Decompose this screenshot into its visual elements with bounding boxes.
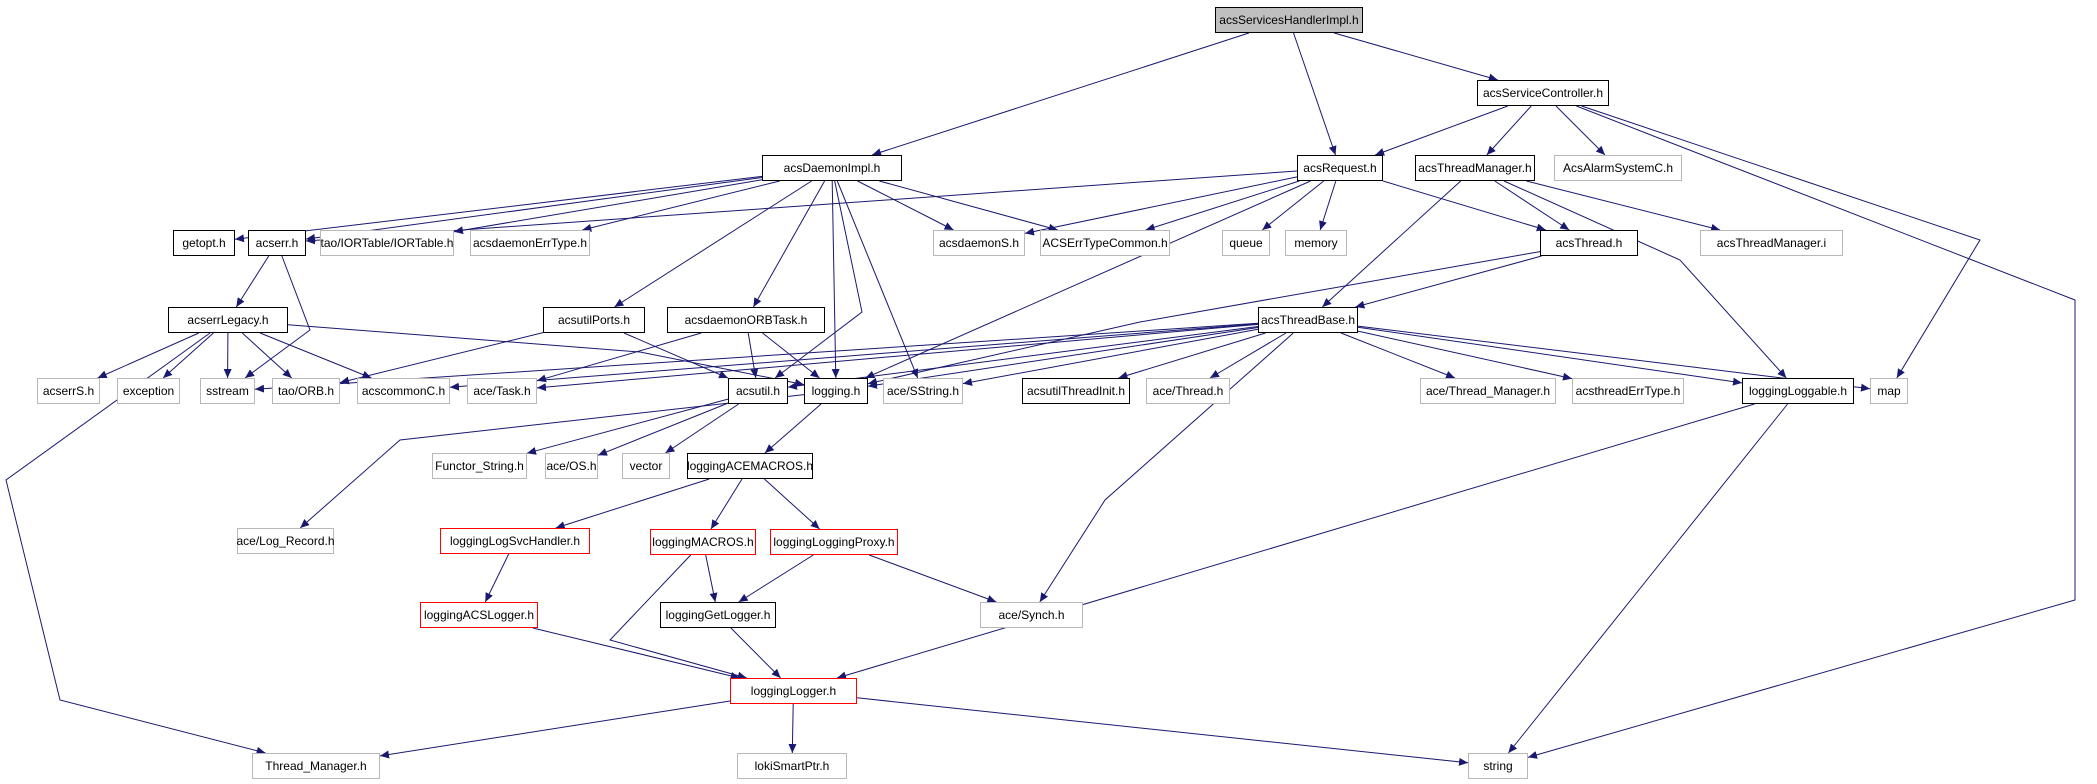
include-edge-loggingLoggingProxy-to-aceSynch — [869, 555, 996, 602]
node-label: Functor_String.h — [435, 459, 524, 473]
graph-node-acscommonC — [357, 378, 450, 404]
node-label: lokiSmartPtr.h — [754, 759, 830, 773]
node-label: loggingACEMACROS.h — [686, 459, 814, 473]
graph-node-acsutil[interactable] — [728, 378, 788, 404]
graph-node-vector — [622, 453, 670, 479]
graph-node-aceSString — [883, 378, 963, 404]
include-edge-acsDaemonImpl-to-logging — [832, 181, 836, 378]
include-edge-loggingLogger-to-ThreadManager_bottom — [380, 701, 730, 756]
graph-node-aceTask — [467, 378, 537, 404]
graph-node-acserr[interactable] — [248, 230, 306, 256]
graph-node-loggingLoggable[interactable] — [1742, 378, 1854, 404]
graph-node-ThreadManager_bottom — [252, 753, 380, 779]
node-label: AcsAlarmSystemC.h — [1562, 161, 1674, 175]
node-label: tao/ORB.h — [277, 384, 335, 398]
node-label: getopt.h — [182, 236, 226, 250]
include-edge-acsServiceController-to-string — [1528, 106, 2075, 757]
node-label: acsThreadManager.i — [1716, 236, 1827, 250]
node-label: loggingLogSvcHandler.h — [449, 534, 581, 548]
node-label: ace/Task.h — [473, 384, 531, 398]
node-label: loggingMACROS.h — [652, 535, 754, 549]
include-edge-acsdaemonORBTask-to-acsutil — [748, 333, 756, 378]
include-edge-acserrLegacy-to-acserrS — [98, 333, 199, 378]
node-label: acsDaemonImpl.h — [783, 161, 881, 175]
include-edge-acsThread_h-to-acsThreadBase — [1355, 256, 1541, 307]
node-label: loggingLoggingProxy.h — [773, 535, 895, 549]
include-edge-acsServiceController-to-acsRequest — [1375, 106, 1508, 155]
graph-node-AcsAlarmSystemC — [1554, 155, 1682, 181]
graph-node-loggingACEMACROS[interactable] — [687, 453, 813, 479]
node-label: ACSErrTypeCommon.h — [1042, 236, 1168, 250]
graph-node-acsthreadErrType — [1572, 378, 1684, 404]
include-edge-loggingLogger-to-lokiSmartPtr — [792, 704, 793, 753]
graph-node-acsServicesHandlerImpl[interactable] — [1215, 7, 1363, 33]
include-edge-acsutilPorts-to-acsutil — [624, 333, 728, 378]
include-edge-logging-to-loggingACEMACROS — [765, 404, 821, 453]
graph-node-exception — [117, 378, 180, 404]
node-label: string — [1483, 759, 1513, 773]
graph-node-loggingGetLogger[interactable] — [660, 602, 776, 628]
node-label: acsdaemonORBTask.h — [684, 313, 808, 327]
graph-node-acsThread_h[interactable] — [1540, 230, 1638, 256]
graph-node-acsThreadManager_h[interactable] — [1415, 155, 1535, 181]
graph-node-acsdaemonORBTask[interactable] — [667, 307, 825, 333]
include-edge-acsutil-to-vector — [665, 404, 738, 453]
include-edge-acsThreadBase-to-acsthreadErrType — [1358, 331, 1572, 379]
graph-node-string — [1468, 753, 1528, 779]
include-edge-loggingACSLogger-to-loggingLogger — [533, 628, 740, 678]
include-edge-acsServicesHandlerImpl-to-acsDaemonImpl — [872, 33, 1249, 155]
include-edge-loggingMACROS-to-loggingGetLogger — [706, 555, 716, 602]
node-label: acscommonC.h — [361, 384, 446, 398]
node-label: sstream — [206, 384, 249, 398]
node-label: ace/OS.h — [546, 459, 597, 473]
include-edge-loggingLogger-to-string — [857, 698, 1468, 763]
include-edge-loggingACEMACROS-to-loggingMACROS — [711, 479, 742, 529]
graph-node-aceThread — [1146, 378, 1230, 404]
graph-node-acsRequest[interactable] — [1297, 155, 1383, 181]
node-label: acsdaemonErrType.h — [472, 236, 588, 250]
include-edge-acsutilPorts-to-taoORB — [340, 333, 543, 383]
include-edge-acsRequest-to-ACSErrTypeCommon — [1146, 181, 1300, 230]
graph-node-iortable — [320, 230, 454, 256]
node-label: logging.h — [811, 384, 861, 398]
graph-node-logging[interactable] — [804, 378, 868, 404]
node-label: loggingLoggable.h — [1748, 384, 1848, 398]
graph-node-acsServiceController[interactable] — [1477, 80, 1609, 106]
node-label: acserrLegacy.h — [187, 313, 269, 327]
graph-node-loggingLogger[interactable] — [730, 678, 857, 704]
include-edge-loggingLogSvcHandler-to-loggingACSLogger — [485, 554, 508, 602]
include-edge-acsServiceController-to-AcsAlarmSystemC — [1556, 106, 1605, 155]
node-label: vector — [629, 459, 663, 473]
graph-node-acsDaemonImpl[interactable] — [762, 155, 902, 181]
include-edge-acsThreadBase-to-aceThread — [1210, 333, 1286, 378]
include-edge-loggingACEMACROS-to-loggingLoggingProxy — [764, 479, 819, 529]
include-edge-acsutil-to-FunctorString — [527, 399, 728, 453]
graph-node-acsThreadManager_i — [1700, 230, 1843, 256]
node-label: ace/Log_Record.h — [236, 534, 335, 548]
node-label: acsServiceController.h — [1482, 86, 1604, 100]
include-edge-acsRequest-to-memory — [1320, 181, 1336, 230]
node-label: acsutil.h — [735, 384, 781, 398]
include-edge-acserrLegacy-to-exception — [163, 333, 213, 378]
node-label: acsdaemonS.h — [938, 236, 1020, 250]
graph-node-queue — [1222, 230, 1270, 256]
include-edge-loggingACEMACROS-to-loggingLogSvcHandler — [556, 479, 710, 528]
graph-node-acsdaemonErrType — [470, 230, 590, 256]
graph-node-acsutilPorts[interactable] — [543, 307, 645, 333]
node-label: tao/IORTable/IORTable.h — [320, 236, 454, 250]
graph-node-acserrS — [37, 378, 100, 404]
node-label: acsServicesHandlerImpl.h — [1219, 13, 1359, 27]
node-label: acsutilThreadInit.h — [1026, 384, 1126, 398]
graph-node-memory — [1285, 230, 1347, 256]
include-edge-acserrLegacy-to-acscommonC — [260, 333, 371, 378]
graph-node-loggingLoggingProxy[interactable] — [770, 529, 898, 555]
node-label: acserrS.h — [42, 384, 95, 398]
graph-node-aceLogRecord — [237, 528, 334, 554]
include-edge-acserr-to-acserrLegacy — [236, 256, 268, 307]
include-edge-acsThreadBase-to-loggingLoggable — [1358, 327, 1742, 383]
graph-node-acserrLegacy[interactable] — [168, 307, 288, 333]
include-edge-acsServiceController-to-acsThreadManager_h — [1487, 106, 1531, 155]
graph-node-aceSynch — [980, 602, 1083, 628]
node-label: acsThreadManager.h — [1418, 161, 1532, 175]
include-edge-acsDaemonImpl-to-acsdaemonORBTask — [753, 181, 824, 307]
graph-node-sstream — [200, 378, 255, 404]
node-label: acsThread.h — [1555, 236, 1623, 250]
node-label: loggingGetLogger.h — [665, 608, 771, 622]
include-edge-loggingLoggable-to-string — [1508, 404, 1787, 753]
graph-node-map — [1870, 378, 1908, 404]
graph-node-loggingACSLogger[interactable] — [420, 602, 538, 628]
node-label: map — [1877, 384, 1901, 398]
graph-node-aceOS — [545, 453, 598, 479]
graph-node-acsdaemonS — [933, 230, 1025, 256]
node-label: ace/Thread.h — [1152, 384, 1224, 398]
node-label: Thread_Manager.h — [265, 759, 367, 773]
include-edge-acsThreadManager_h-to-acsThreadManager_i — [1526, 181, 1720, 230]
graph-node-acsutilThreadInit[interactable] — [1022, 378, 1130, 404]
node-label: acsutilPorts.h — [557, 313, 631, 327]
include-edge-acsServicesHandlerImpl-to-acsServiceController — [1334, 33, 1498, 80]
include-edge-acsThreadBase-to-aceSynch — [1040, 333, 1294, 602]
graph-node-taoORB — [272, 378, 340, 404]
node-label: acsRequest.h — [1303, 161, 1377, 175]
node-label: loggingLogger.h — [750, 684, 837, 698]
graph-node-loggingLogSvcHandler[interactable] — [440, 528, 590, 554]
include-edge-loggingGetLogger-to-loggingLogger — [731, 628, 781, 678]
graph-node-acsThreadBase[interactable] — [1258, 307, 1358, 333]
node-label: ace/Synch.h — [998, 608, 1065, 622]
include-edge-acserrLegacy-to-taoORB — [242, 333, 291, 378]
node-label: acserr.h — [255, 236, 299, 250]
node-label: ace/SString.h — [886, 384, 960, 398]
node-label: queue — [1229, 236, 1263, 250]
include-edge-loggingLoggingProxy-to-loggingGetLogger — [739, 555, 814, 602]
node-label: acsthreadErrType.h — [1575, 384, 1681, 398]
graph-node-aceThreadManager — [1420, 378, 1556, 404]
include-edge-acsServicesHandlerImpl-to-acsRequest — [1294, 33, 1336, 155]
graph-node-FunctorString — [432, 453, 527, 479]
node-label: memory — [1294, 236, 1338, 250]
node-label: acsThreadBase.h — [1260, 313, 1356, 327]
include-edge-acsThreadBase-to-acsutilThreadInit — [1119, 333, 1266, 378]
node-label: loggingACSLogger.h — [423, 608, 535, 622]
graph-node-loggingMACROS[interactable] — [650, 529, 756, 555]
include-edge-loggingLoggable-to-loggingLogger — [837, 404, 1755, 678]
node-label: exception — [122, 384, 175, 398]
node-label: ace/Thread_Manager.h — [1425, 384, 1551, 398]
graph-node-ACSErrTypeCommon — [1040, 230, 1170, 256]
graph-node-getopt[interactable] — [173, 230, 235, 256]
graph-node-lokiSmartPtr — [737, 753, 847, 779]
